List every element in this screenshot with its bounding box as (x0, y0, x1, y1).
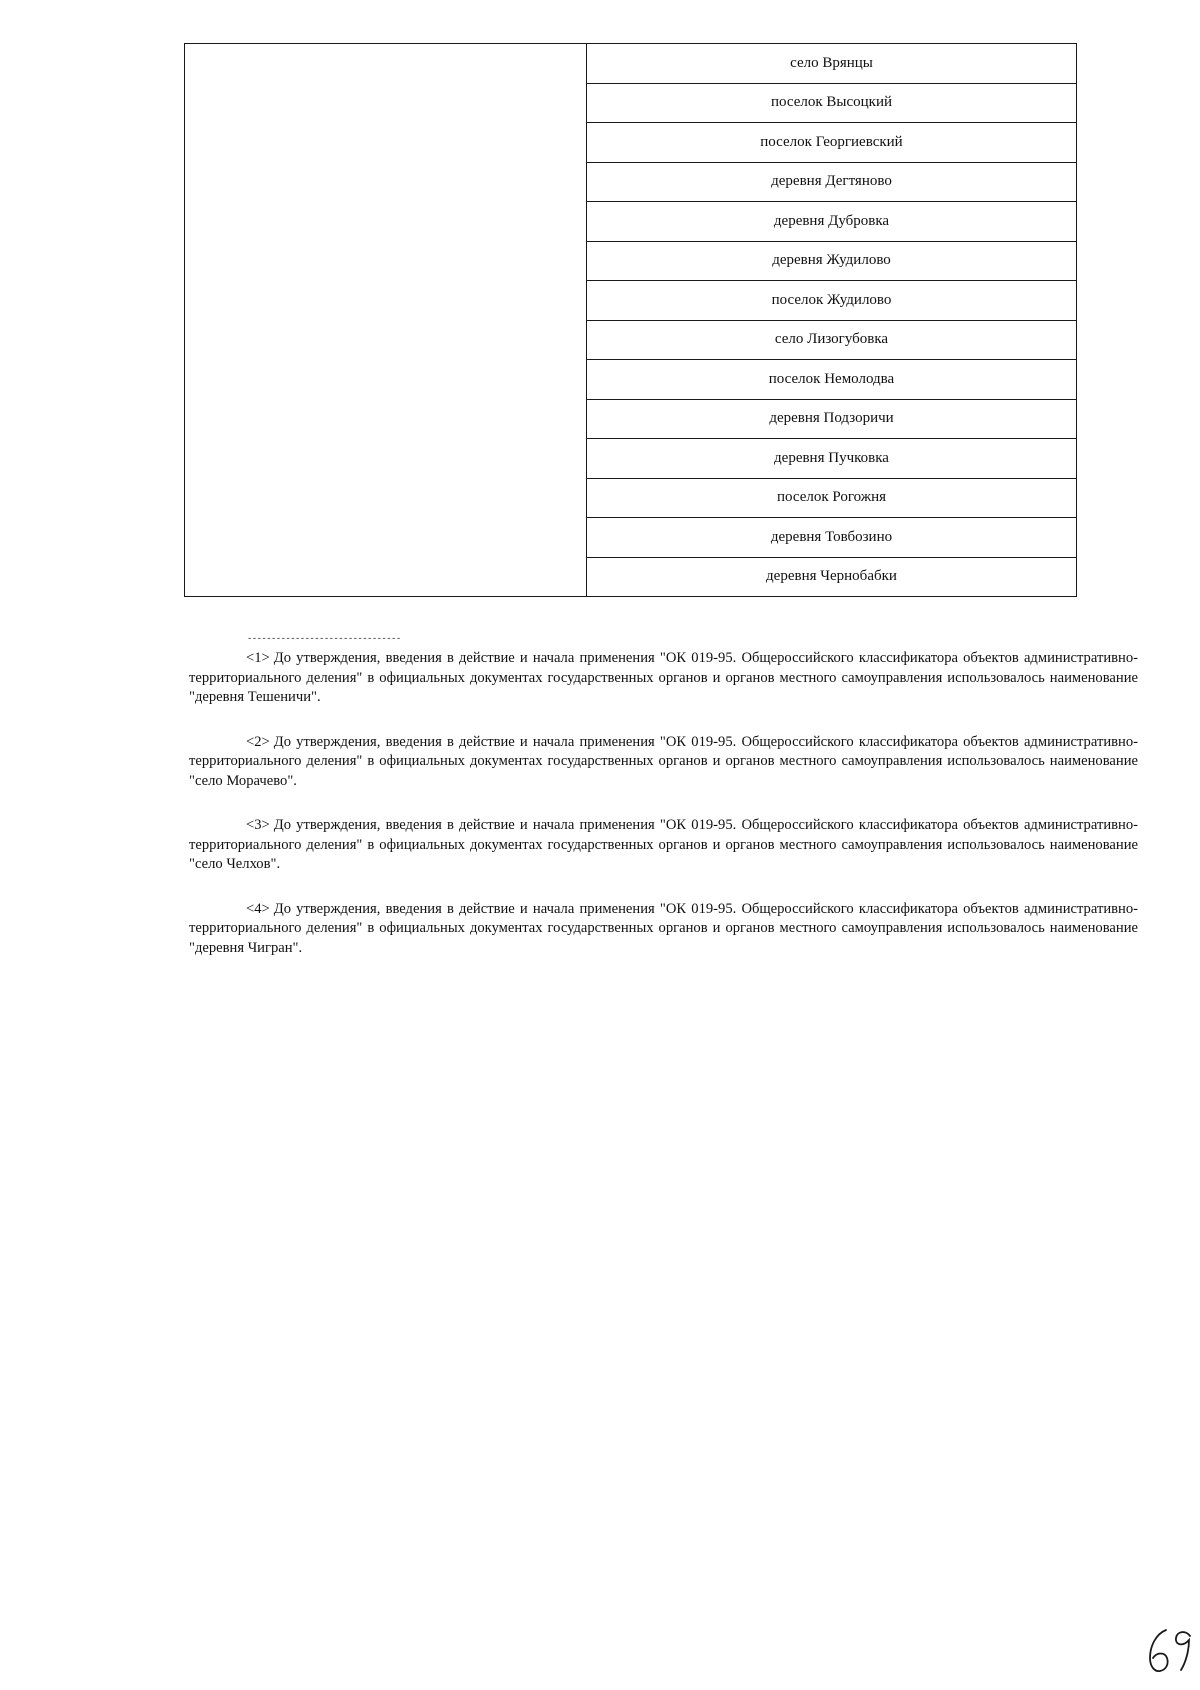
footnote-marker: <2> (246, 733, 270, 750)
footnote-text: До утверждения, введения в действие и начала применения "ОК 019-95. Общероссийского классификатора объектов административно-территориального деления" в официальных документах государственных органов и органов местного самоуправления использовалось наименование "село Морачево". (189, 733, 1138, 789)
footnote-marker: <3> (246, 817, 270, 833)
settlements-table (184, 43, 1077, 597)
settlement-name-cell: поселок Высоцкий (587, 83, 1077, 123)
settlement-name-cell: село Врянцы (587, 44, 1077, 84)
footnote-marker: <4> (246, 900, 270, 917)
footnote (189, 733, 1138, 792)
settlement-name-cell: поселок Георгиевский (587, 123, 1077, 163)
footnote (189, 816, 1138, 875)
settlements-table-body (185, 44, 1077, 597)
settlement-name-cell: село Лизогубовка (587, 320, 1077, 360)
settlement-name-cell: деревня Чернобабки (587, 557, 1077, 597)
footnote (189, 900, 1138, 959)
footnote-text: До утверждения, введения в действие и начала применения "ОК 019-95. Общероссийского классификатора объектов административно-территориального деления" в официальных документах государственных органов и органов местного самоуправления использовалось наименование "село Челхов". (189, 817, 1138, 872)
settlement-name-cell: деревня Жудилово (587, 241, 1077, 281)
handwritten-page-number (1142, 1620, 1198, 1676)
settlement-name-cell: деревня Подзоричи (587, 399, 1077, 439)
settlement-name-cell: деревня Пучковка (587, 439, 1077, 479)
footnote-text: До утверждения, введения в действие и начала применения "ОК 019-95. Общероссийского классификатора объектов административно-территориального деления" в официальных документах государственных органов и органов местного самоуправления использовалось наименование "деревня Тешеничи". (189, 650, 1138, 705)
settlement-name-cell: поселок Жудилово (587, 281, 1077, 321)
settlement-name-cell: деревня Дубровка (587, 202, 1077, 242)
settlement-name-cell: деревня Товбозино (587, 518, 1077, 558)
footnote-text: До утверждения, введения в действие и начала применения "ОК 019-95. Общероссийского классификатора объектов административно-территориального деления" в официальных документах государственных органов и органов местного самоуправления использовалось наименование "деревня Чигран". (189, 900, 1138, 956)
settlement-name-cell: деревня Дегтяново (587, 162, 1077, 202)
settlement-name-cell: поселок Рогожня (587, 478, 1077, 518)
footnote-marker: <1> (246, 650, 270, 666)
footnotes (189, 649, 1138, 983)
footnote (189, 649, 1138, 708)
merged-blank-cell (185, 44, 587, 597)
settlement-name-cell: поселок Немолодва (587, 360, 1077, 400)
footnote-separator: -------------------------------- (247, 634, 401, 644)
table-row (185, 44, 1077, 84)
